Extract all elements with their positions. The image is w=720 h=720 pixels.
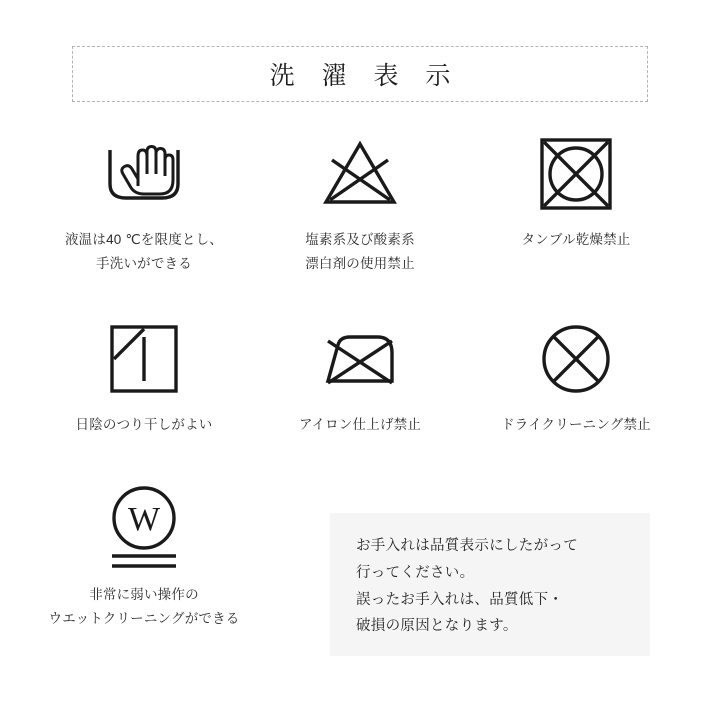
svg-text:W: W bbox=[127, 501, 161, 538]
symbol-caption: 液温は40 ℃を限度とし、 手洗いができる bbox=[64, 232, 224, 271]
symbol-caption: アイロン仕上げ禁止 bbox=[298, 417, 422, 432]
no-dry-clean-icon bbox=[528, 311, 624, 407]
care-note-line: 破損の原因となります。 bbox=[356, 618, 518, 635]
hand-wash-40c-icon bbox=[96, 126, 192, 222]
symbol-cell-no-dry-clean bbox=[468, 311, 684, 481]
symbol-caption: ドライクリーニング禁止 bbox=[501, 417, 651, 432]
no-iron-icon bbox=[312, 311, 408, 407]
symbol-caption: タンブル乾燥禁止 bbox=[521, 232, 631, 247]
care-note-box bbox=[330, 513, 650, 656]
symbol-cell-hand-wash bbox=[36, 126, 252, 311]
symbol-caption: 非常に弱い操作の ウエットクリーニングができる bbox=[48, 587, 240, 626]
symbol-cell-wet-clean bbox=[36, 481, 252, 661]
page-title-box bbox=[72, 46, 648, 102]
care-note-line: お手入れは品質表示にしたがって bbox=[356, 538, 578, 554]
symbol-caption: 塩素系及び酸素系 漂白剤の使用禁止 bbox=[305, 232, 415, 271]
symbol-cell-no-bleach bbox=[252, 126, 468, 311]
symbol-cell-no-tumble-dry bbox=[468, 126, 684, 311]
care-note-line: 誤ったお手入れは、品質低下・ bbox=[356, 591, 564, 608]
page-title: 洗 濯 表 示 bbox=[269, 62, 461, 90]
very-mild-wet-clean-icon bbox=[96, 481, 192, 577]
symbol-cell-no-iron bbox=[252, 311, 468, 481]
care-note-line: 行ってください。 bbox=[356, 564, 475, 581]
line-dry-in-shade-icon bbox=[96, 311, 192, 407]
no-bleach-icon bbox=[312, 126, 408, 222]
symbol-caption: 日陰のつり干しがよい bbox=[75, 417, 213, 432]
no-tumble-dry-icon bbox=[528, 126, 624, 222]
symbol-cell-line-dry-shade bbox=[36, 311, 252, 481]
